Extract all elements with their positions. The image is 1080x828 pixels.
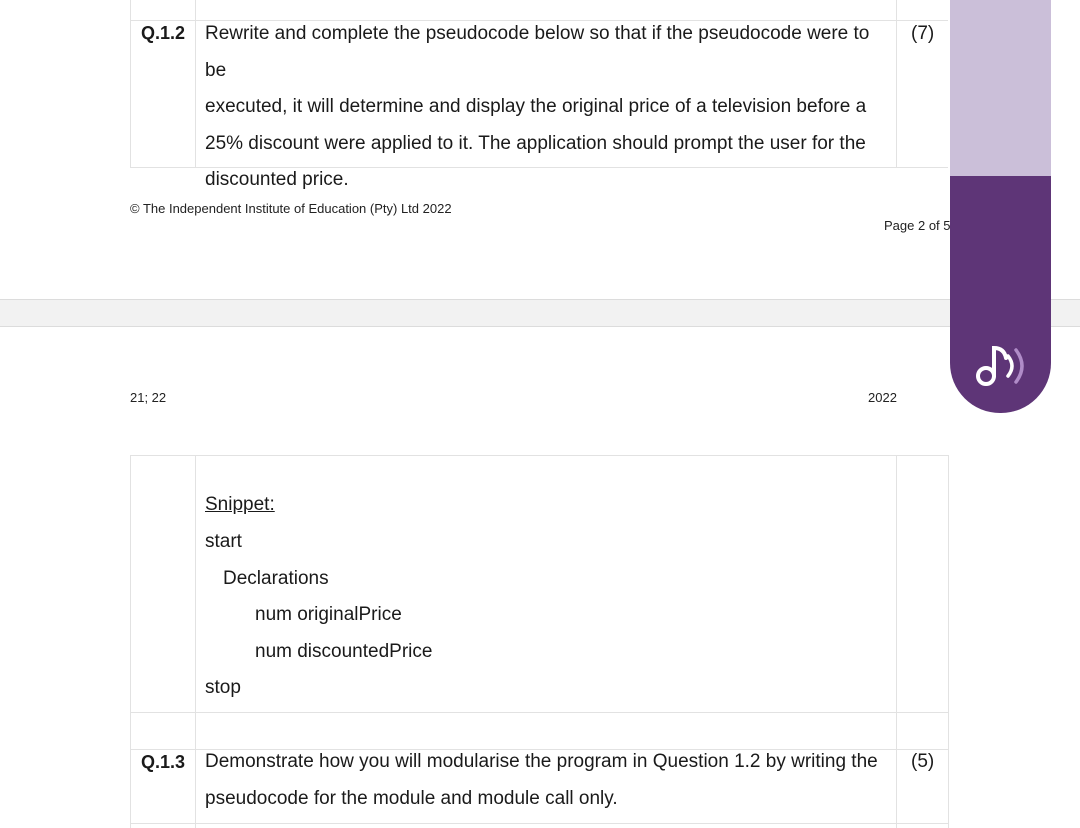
read-aloud-widget[interactable]	[950, 0, 1051, 413]
read-aloud-track	[950, 0, 1051, 176]
question-line: Demonstrate how you will modularise the program in Question 1.2 by writing the	[205, 751, 878, 772]
page-header-right: 2022	[868, 390, 897, 405]
question-line: Rewrite and complete the pseudocode below so that if the pseudocode were to be	[205, 23, 870, 81]
question-number: Q.1.3	[141, 752, 186, 772]
question-text	[205, 744, 895, 817]
read-aloud-icon[interactable]	[974, 342, 1034, 388]
page-number: Page 2 of 5	[884, 218, 951, 233]
code-line-stop: stop	[205, 677, 241, 698]
question-number: Q.1.2	[141, 23, 186, 43]
copyright-footer: © The Independent Institute of Education (Pty) Ltd 2022	[130, 201, 452, 216]
question-marks: (7)	[911, 23, 935, 44]
page-break	[0, 299, 1080, 327]
question-line: discounted price.	[205, 169, 349, 190]
question-line: executed, it will determine and display the original price of a television before a	[205, 96, 867, 117]
code-line-declarations: Declarations	[223, 568, 329, 589]
question-text	[205, 16, 895, 199]
snippet-title: Snippet:	[205, 494, 275, 515]
code-line-variable: num discountedPrice	[255, 641, 433, 662]
question-marks: (5)	[911, 751, 935, 772]
question-line: 25% discount were applied to it. The application should prompt the user for the	[205, 132, 866, 154]
code-line-start: start	[205, 531, 242, 552]
page-header-left: 21; 22	[130, 390, 167, 405]
code-line-variable: num originalPrice	[255, 604, 402, 625]
question-line: pseudocode for the module and module call only.	[205, 787, 618, 809]
